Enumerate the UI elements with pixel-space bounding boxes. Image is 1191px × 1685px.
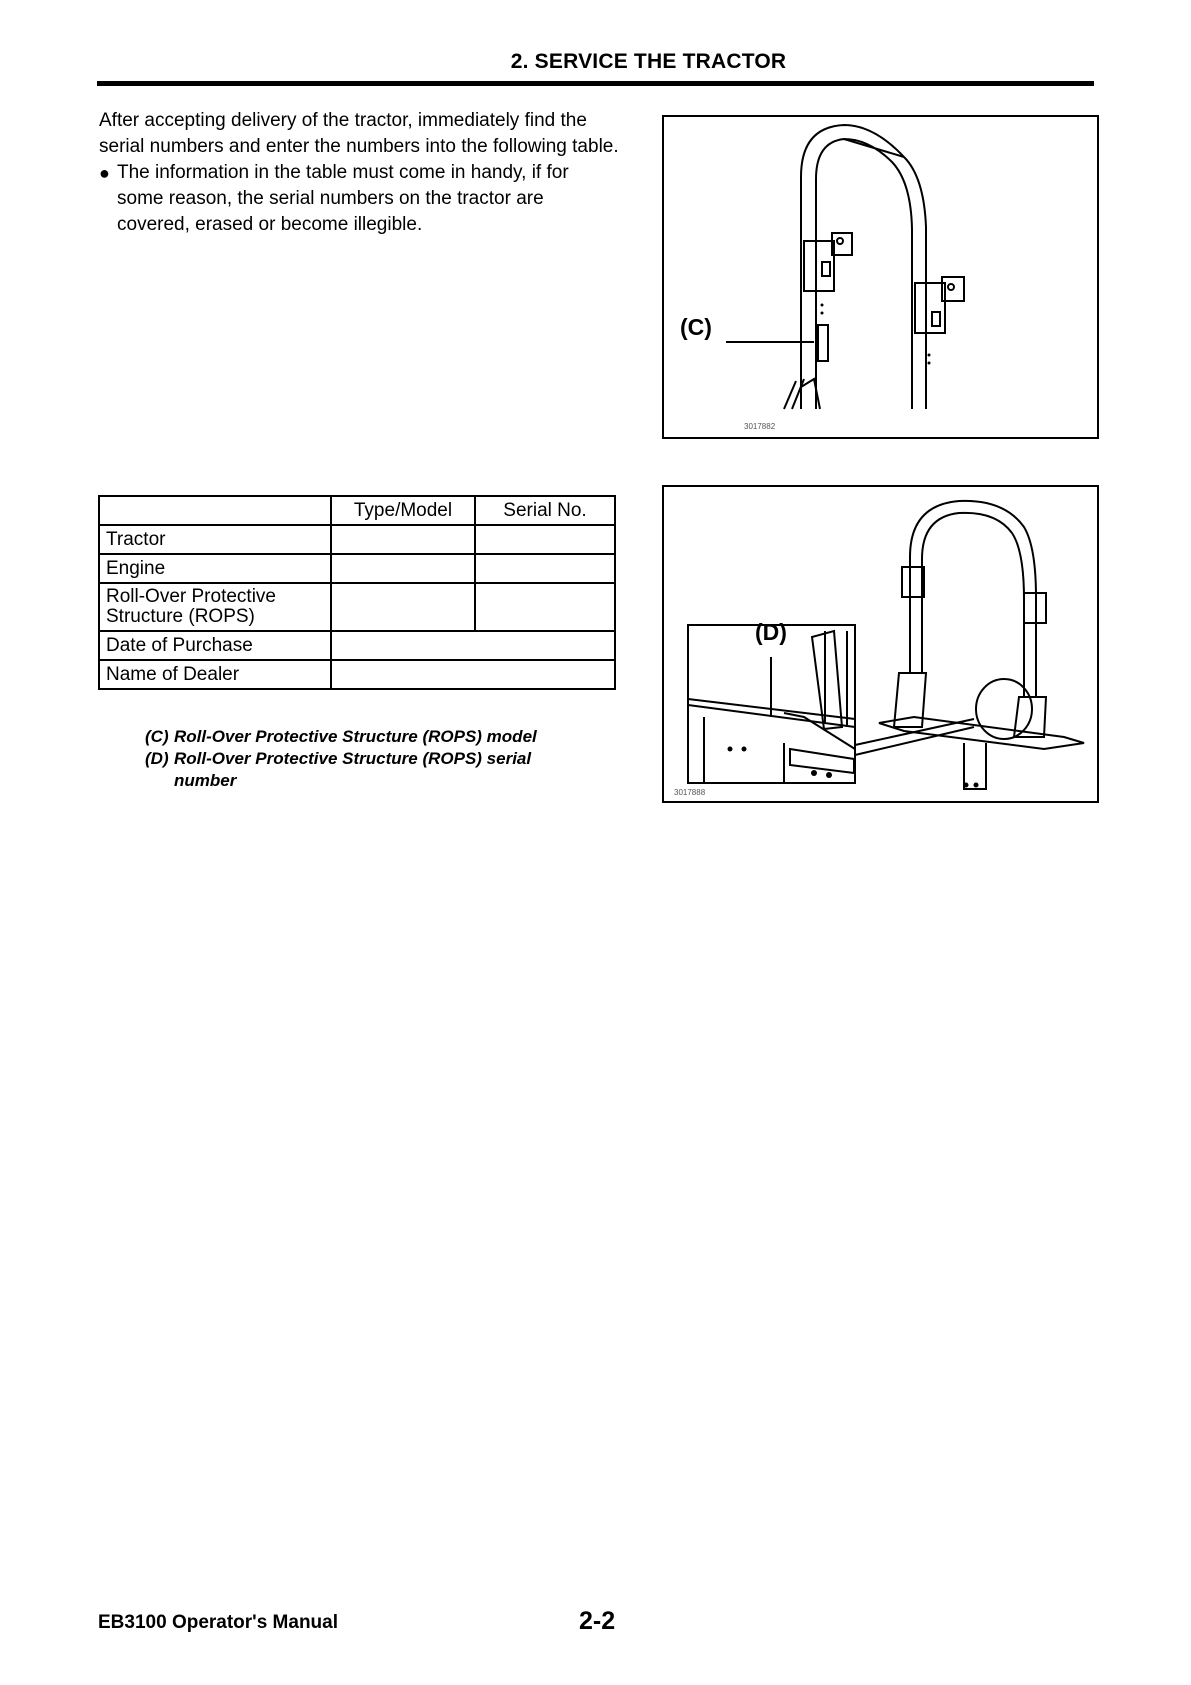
row-label-engine: Engine (99, 554, 331, 583)
row-label-rops (99, 583, 331, 631)
table-header-blank (99, 496, 331, 525)
caption-c (145, 726, 537, 748)
table-header-type-model: Type/Model (331, 496, 475, 525)
table-row (99, 660, 615, 689)
caption-d-continued: number (174, 771, 237, 790)
caption-c-tag: (C) (145, 727, 169, 746)
table-row (99, 583, 615, 631)
row-label-date: Date of Purchase (99, 631, 331, 660)
rops-label-line1: Roll-Over Protective (106, 586, 276, 607)
caption-d (145, 748, 537, 770)
serial-number-table (98, 495, 616, 690)
callout-d: (D) (755, 619, 787, 645)
engine-serial-cell[interactable] (475, 554, 615, 583)
figure-rops-serial (662, 485, 1099, 803)
figure-captions (145, 726, 537, 792)
rops-type-cell[interactable] (331, 583, 475, 631)
intro-text (99, 108, 619, 238)
table-row (99, 631, 615, 660)
table-row (99, 525, 615, 554)
caption-d-text: Roll-Over Protective Structure (ROPS) serial (174, 749, 532, 768)
tractor-type-cell[interactable] (331, 525, 475, 554)
page-title: 2. SERVICE THE TRACTOR (510, 50, 787, 73)
footer-manual-title: EB3100 Operator's Manual (98, 1612, 338, 1633)
intro-paragraph: After accepting delivery of the tractor, immediately find the serial numbers and enter the numbers into the following table. (99, 110, 619, 157)
intro-bullet (99, 160, 619, 238)
table-header-row (99, 496, 615, 525)
header-rule (97, 81, 1094, 86)
footer-page-number: 2-2 (579, 1607, 616, 1635)
engine-type-cell[interactable] (331, 554, 475, 583)
caption-c-text: Roll-Over Protective Structure (ROPS) model (174, 727, 537, 746)
callout-c: (C) (680, 314, 712, 340)
row-label-dealer: Name of Dealer (99, 660, 331, 689)
figure-d-code: 3017888 (674, 788, 706, 797)
rops-serial-illustration (664, 487, 1097, 801)
date-of-purchase-cell[interactable] (331, 631, 615, 660)
name-of-dealer-cell[interactable] (331, 660, 615, 689)
tractor-serial-cell[interactable] (475, 525, 615, 554)
table-row (99, 554, 615, 583)
figure-c-code: 3017882 (744, 422, 776, 431)
bullet-text: The information in the table must come in handy, if for some reason, the serial numbers on the tractor are covered, erased or become illegible. (117, 162, 569, 235)
rops-label-line2: Structure (ROPS) (106, 606, 255, 627)
caption-d-tag: (D) (145, 749, 169, 768)
rops-frame-illustration (664, 117, 1097, 437)
row-label-tractor: Tractor (99, 525, 331, 554)
figure-rops-model (662, 115, 1099, 439)
rops-serial-cell[interactable] (475, 583, 615, 631)
bullet-icon: ● (99, 163, 110, 183)
table-header-serial-no: Serial No. (475, 496, 615, 525)
